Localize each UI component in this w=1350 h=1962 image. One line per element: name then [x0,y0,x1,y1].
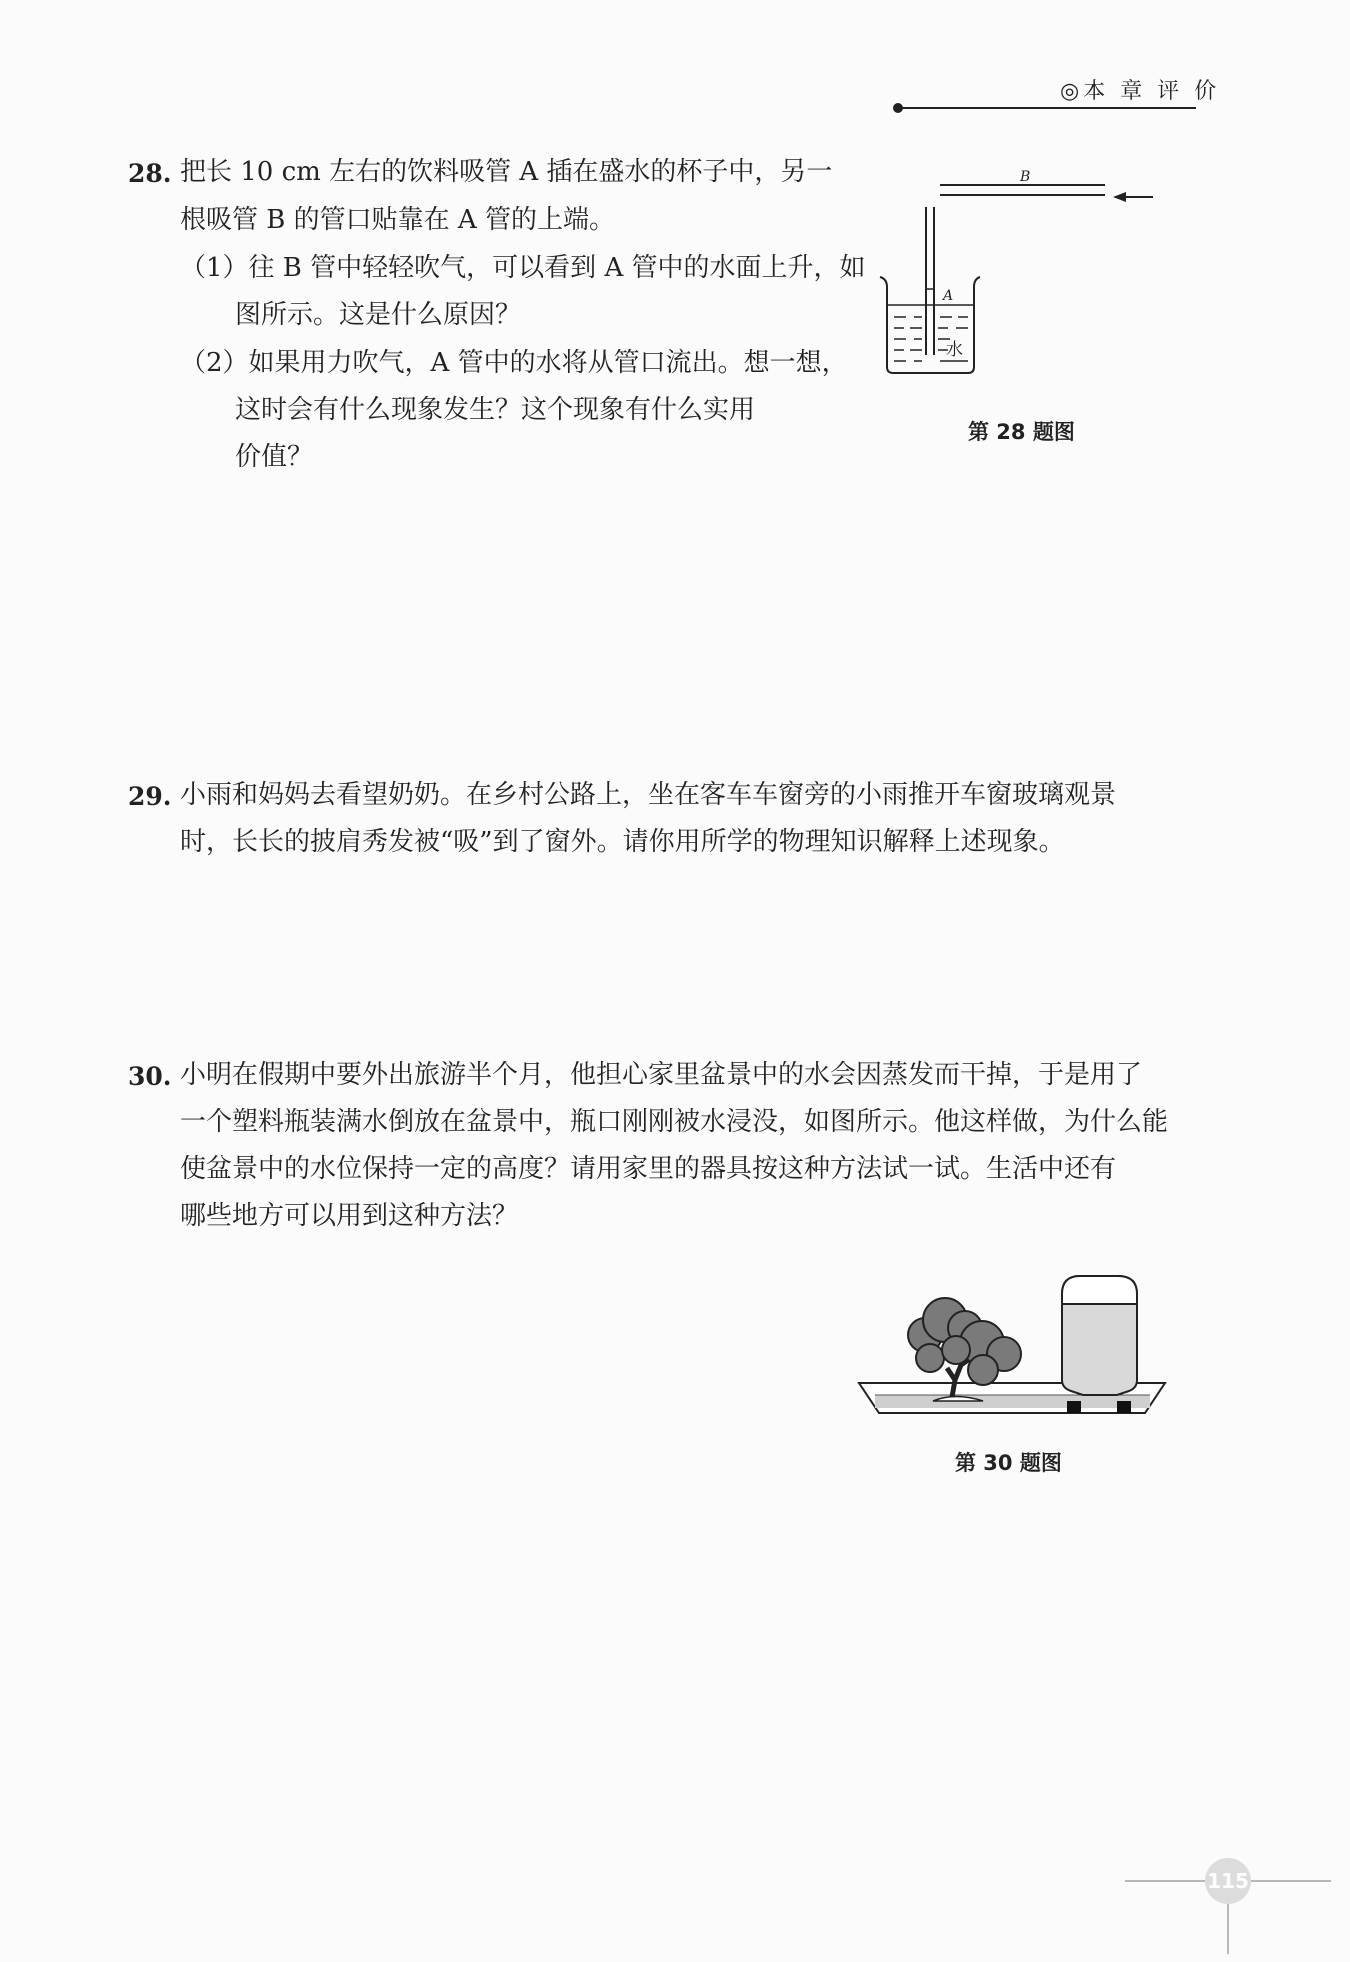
question-28-part-1-line-2: 图所示。这是什么原因？ [235,300,522,330]
question-28-part-2-line-2: 这时会有什么现象发生？这个现象有什么实用 [235,395,756,425]
question-28-number: 28. [128,159,172,188]
question-30-line-4: 哪些地方可以用到这种方法？ [180,1201,519,1231]
question-29-line-1: 小雨和妈妈去看望奶奶。在乡村公路上，坐在客车车窗旁的小雨推开车窗玻璃观景 [180,780,1117,810]
figure-28-straw-diagram [870,165,1160,380]
page-number: 115 [1205,1858,1251,1904]
question-30-line-1: 小明在假期中要外出旅游半个月，他担心家里盆景中的水会因蒸发而干掉，于是用了 [180,1060,1143,1090]
question-30-line-3: 使盆景中的水位保持一定的高度？请用家里的器具按这种方法试一试。生活中还有 [180,1154,1117,1184]
header-rule [898,107,1196,109]
tube-b-label: B [1020,169,1031,185]
question-28-part-2-line-3: 价值？ [235,442,314,472]
page-number-rule-left [1125,1880,1205,1882]
question-29-number: 29. [128,782,172,811]
question-29-line-2: 时，长长的披肩秀发被“吸”到了窗外。请你用所学的物理知识解释上述现象。 [180,827,1065,857]
question-30-line-2: 一个塑料瓶装满水倒放在盆景中，瓶口刚刚被水浸没，如图所示。他这样做，为什么能 [180,1107,1169,1137]
figure-30-caption: 第 30 题图 [955,1451,1062,1475]
page-number-rule-down [1227,1904,1229,1954]
figure-30-bonsai-bottle-diagram [855,1270,1175,1420]
tube-a-label: A [943,288,954,304]
question-28-line-1: 把长 10 cm 左右的饮料吸管 A 插在盛水的杯子中，另一 [180,157,833,187]
question-28-part-2-line-1: （2）如果用力吹气，A 管中的水将从管口流出。想一想， [180,348,848,378]
section-label: ◎本 章 评 价 [1060,79,1221,104]
water-label: 水 [946,340,963,360]
question-28-line-2: 根吸管 B 的管口贴靠在 A 管的上端。 [180,205,615,235]
question-30-number: 30. [128,1062,172,1091]
figure-28-caption: 第 28 题图 [968,420,1075,444]
question-28-part-1-line-1: （1）往 B 管中轻轻吹气，可以看到 A 管中的水面上升，如 [180,253,866,283]
page-number-rule-right [1251,1880,1331,1882]
